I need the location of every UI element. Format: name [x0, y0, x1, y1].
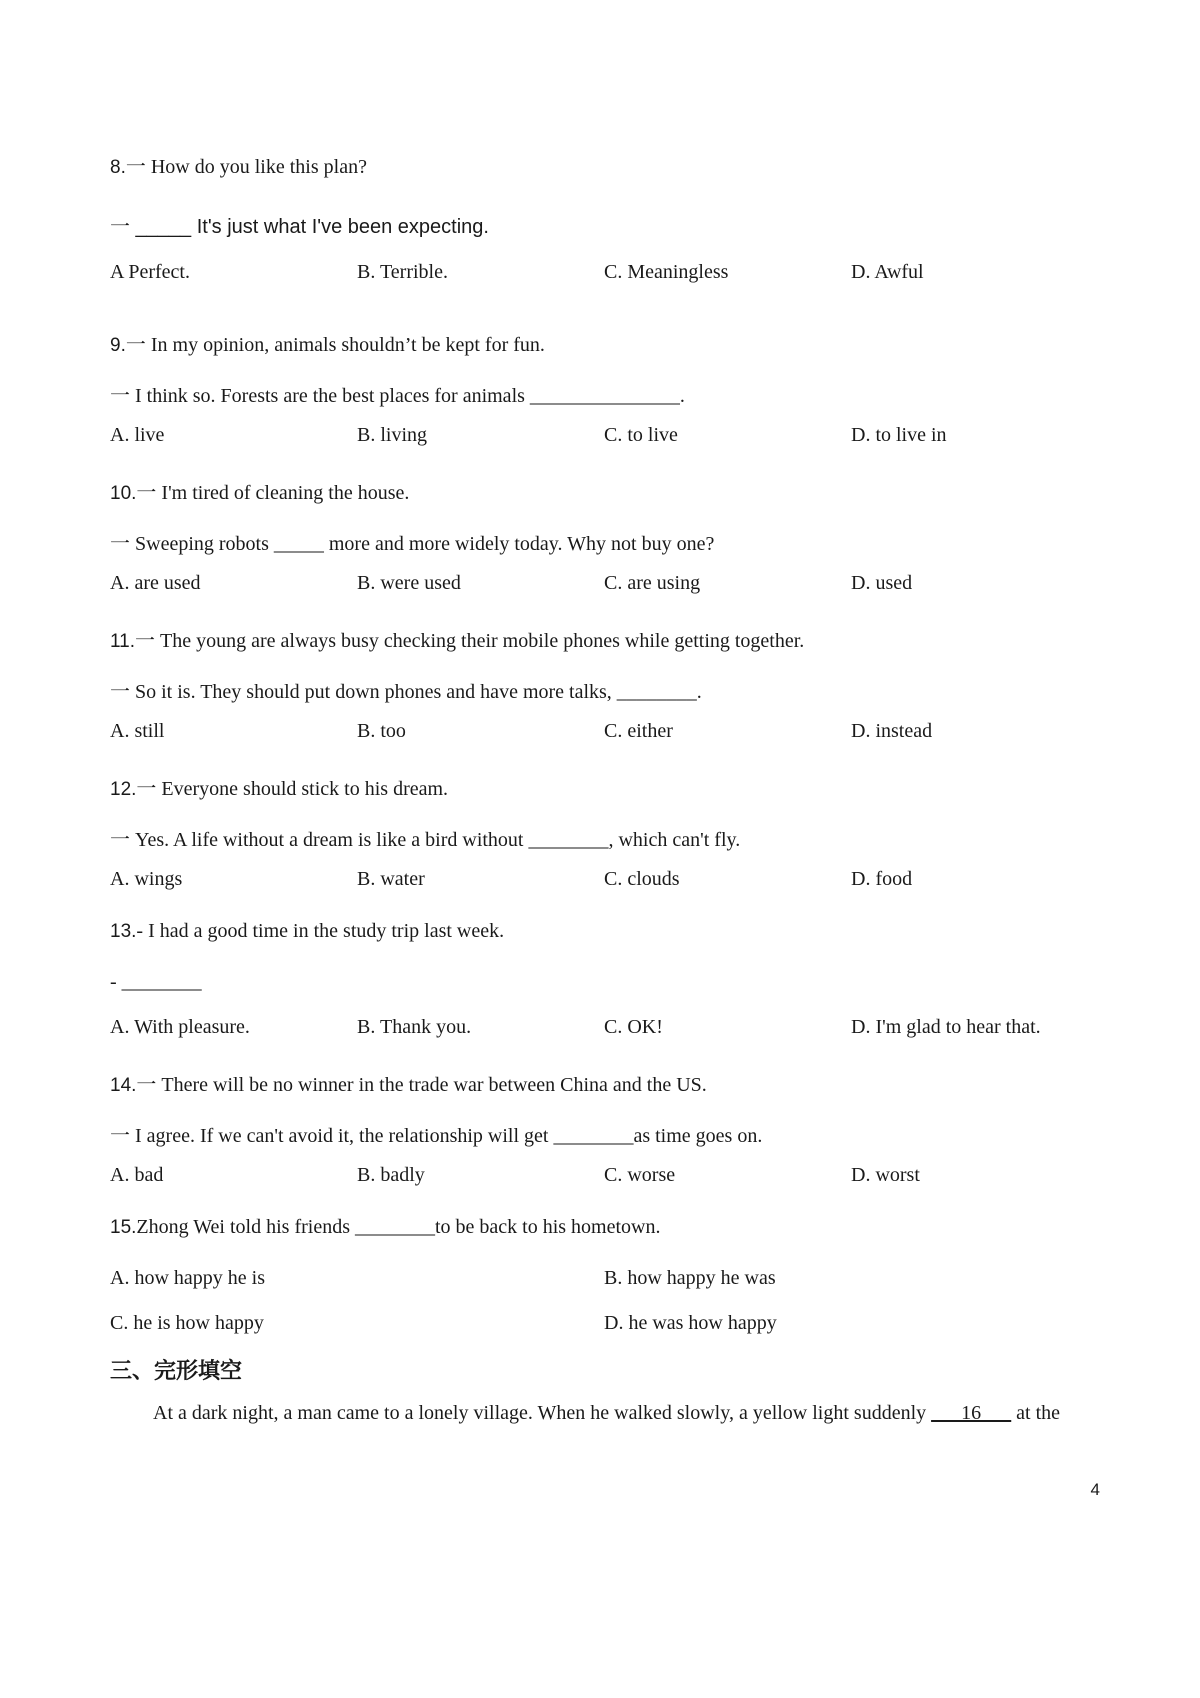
option-d: D. worst — [851, 1164, 920, 1186]
option-d: D. I'm glad to hear that. — [851, 1016, 1041, 1038]
question-15-options-row-2 — [110, 1312, 1110, 1340]
option-b: B. too — [357, 720, 406, 742]
question-number: 14. — [110, 1075, 137, 1096]
option-c: C. Meaningless — [604, 261, 729, 283]
option-b: B. Terrible. — [357, 261, 448, 283]
question-number: 11. — [110, 631, 136, 652]
question-12-prompt — [110, 772, 1110, 801]
question-text: - I had a good time in the study trip last week. — [136, 920, 505, 942]
option-c: C. clouds — [604, 868, 680, 890]
option-d: D. used — [851, 572, 913, 594]
question-8-options — [110, 261, 1110, 289]
question-13-options — [110, 1016, 1110, 1044]
question-9-response: 一 I think so. Forests are the best places for animals _______________. — [110, 385, 685, 407]
question-text: 一 I'm tired of cleaning the house. — [136, 482, 410, 504]
option-a: A. how happy he is — [110, 1267, 265, 1289]
question-9-prompt — [110, 328, 1110, 357]
option-b: B. living — [357, 424, 428, 446]
option-a: A. bad — [110, 1164, 164, 1186]
question-number: 10. — [110, 483, 137, 504]
question-8-prompt — [110, 150, 1110, 179]
option-c: C. OK! — [604, 1016, 663, 1038]
passage-blank-16: ___16___ — [931, 1402, 1012, 1424]
question-11-prompt — [110, 624, 1110, 653]
question-number: 15. — [110, 1217, 137, 1238]
section-title: 三、完形填空 — [110, 1359, 243, 1384]
option-d: D. instead — [851, 720, 933, 742]
option-a: A. With pleasure. — [110, 1016, 250, 1038]
option-a: A. wings — [110, 868, 183, 890]
option-b: B. Thank you. — [357, 1016, 472, 1038]
question-text: 一 How do you like this plan? — [125, 156, 367, 178]
option-b: B. badly — [357, 1164, 425, 1186]
passage-text-before: At a dark night, a man came to a lonely village. When he walked slowly, a yellow light suddenly — [153, 1402, 932, 1424]
question-15-prompt — [110, 1216, 1110, 1239]
page-number: 4 — [1090, 1480, 1100, 1499]
option-d: D. Awful — [851, 261, 924, 283]
question-text: 一 Everyone should stick to his dream. — [136, 778, 449, 800]
question-10-response: 一 Sweeping robots _____ more and more widely today. Why not buy one? — [110, 533, 715, 555]
question-number: 9. — [110, 335, 126, 356]
question-15-options-row-1 — [110, 1267, 1110, 1295]
option-c: C. to live — [604, 424, 678, 446]
question-number: 8. — [110, 157, 126, 178]
option-a: A. live — [110, 424, 165, 446]
question-14-options — [110, 1164, 1110, 1192]
question-number: 13. — [110, 921, 137, 942]
option-a: A Perfect. — [110, 261, 190, 283]
question-13-prompt — [110, 920, 1110, 943]
question-10-prompt — [110, 476, 1110, 505]
question-number: 12. — [110, 779, 137, 800]
question-13-response: - ________ — [110, 971, 202, 993]
question-9-options — [110, 424, 1110, 452]
option-b: B. how happy he was — [604, 1267, 776, 1289]
option-d: D. he was how happy — [604, 1312, 777, 1334]
question-text: 一 There will be no winner in the trade war between China and the US. — [136, 1074, 707, 1096]
question-8-response: 一 _____ It's just what I've been expecting. — [110, 216, 489, 238]
question-12-options — [110, 868, 1110, 896]
option-c: C. worse — [604, 1164, 676, 1186]
question-text: Zhong Wei told his friends ________to be back to his hometown. — [136, 1216, 661, 1238]
option-c: C. are using — [604, 572, 701, 594]
option-b: B. water — [357, 868, 425, 890]
option-c: C. either — [604, 720, 673, 742]
option-b: B. were used — [357, 572, 461, 594]
question-11-options — [110, 720, 1110, 748]
question-14-response: 一 I agree. If we can't avoid it, the relationship will get ________as time goes on. — [110, 1125, 763, 1147]
question-10-options — [110, 572, 1110, 600]
option-d: D. food — [851, 868, 913, 890]
option-a: A. still — [110, 720, 165, 742]
cloze-passage — [153, 1402, 1113, 1425]
option-c: C. he is how happy — [110, 1312, 264, 1334]
option-a: A. are used — [110, 572, 201, 594]
question-12-response: 一 Yes. A life without a dream is like a bird without ________, which can't fly. — [110, 829, 741, 851]
question-14-prompt — [110, 1068, 1110, 1097]
question-text: 一 In my opinion, animals shouldn’t be kept for fun. — [125, 334, 545, 356]
question-11-response: 一 So it is. They should put down phones and have more talks, ________. — [110, 681, 702, 703]
option-d: D. to live in — [851, 424, 947, 446]
question-text: 一 The young are always busy checking their mobile phones while getting together. — [135, 630, 805, 652]
passage-text-after: at the — [1011, 1402, 1061, 1424]
